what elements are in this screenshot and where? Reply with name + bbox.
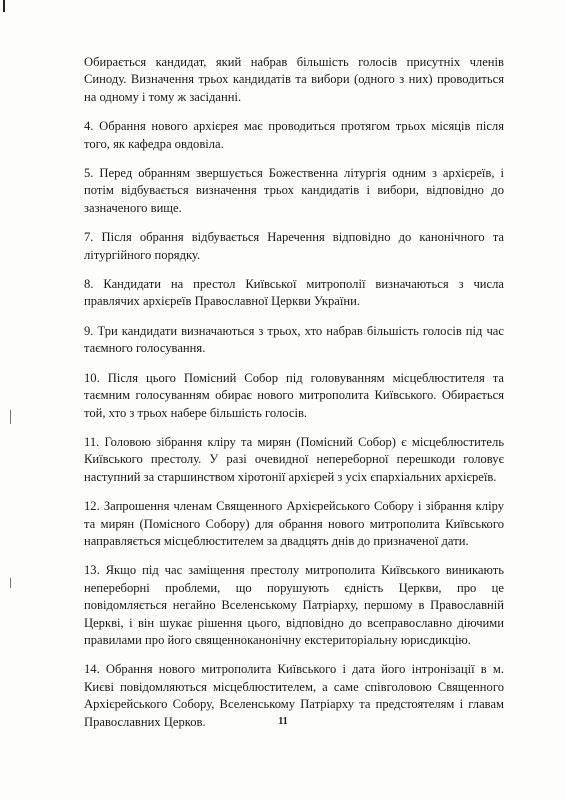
paragraph: 7. Після обрання відбувається Наречення відповідно до канонічного та літургійного порядку. — [84, 230, 504, 262]
paragraph: 13. Якщо під час заміщення престолу митрополита Київського виникають непереборні проблеми, що порушують єдність Церкви, про це повідомляється негайно Вселенському Патріарху, першому в Православній Церкві, і він шукає рішення цього, відповідно до всеправославно діючими правилами про його священноканонічну екстериторіальну юрисдикцію. — [84, 563, 504, 647]
scan-artifact — [3, 0, 5, 12]
scan-artifact — [10, 578, 11, 588]
paragraph: 10. Після цього Помісний Собор під головуванням місцеблюстителя та таємним голосуванням обирає нового митрополита Київського. Обирається той, хто з трьох набере більшість голосів. — [84, 370, 504, 420]
paragraph: 12. Запрошення членам Священного Архієрейського Собору і зібрання кліру та мирян (Помісного Собору) для обрання нового митрополита Київського направляється місцеблюстителем за двадцять днів до призначеної дати. — [84, 499, 504, 548]
document-body — [84, 54, 504, 743]
paragraph: 5. Перед обранням звершується Божественна літургія одним з архієреїв, і потім відбувається визначення трьох кандидатів і вибори, відповідно до зазначеного вище. — [84, 166, 504, 215]
paragraph: Обирається кандидат, який набрав більшість голосів присутніх членів Синоду. Визначення трьох кандидатів та вибори (одного з них) проводиться на одному і тому ж засіданні. — [84, 55, 504, 104]
paragraph: 9. Три кандидати визначаються з трьох, хто набрав більшість голосів під час таємного голосування. — [84, 323, 504, 356]
paragraph: 14. Обрання нового митрополита Київського і дата його інтронізації в м. Києві повідомляються місцеблюстителем, а саме співголовою Священного Архієрейського Собору, Вселенському Патріарху та предстоятелям і главам Православних Церков. — [84, 662, 504, 729]
scan-artifact — [10, 410, 11, 424]
paragraph: 4. Обрання нового архієрея має проводиться протягом трьох місяців після того, як кафедра овдовіла. — [84, 119, 504, 151]
paragraph: 8. Кандидати на престол Київської митрополії визначаються з числа правлячих архієреїв Православної Церкви України. — [84, 277, 504, 309]
paragraph: 11. Головою зібрання кліру та мирян (Помісний Собор) є місцеблюститель Київського престолу. У разі очевидної непереборної перешкоди головує наступний за старшинством хіротонії архієрей з усіх єпархіальних архієреїв. — [84, 434, 504, 484]
page-number: 11 — [278, 716, 288, 727]
